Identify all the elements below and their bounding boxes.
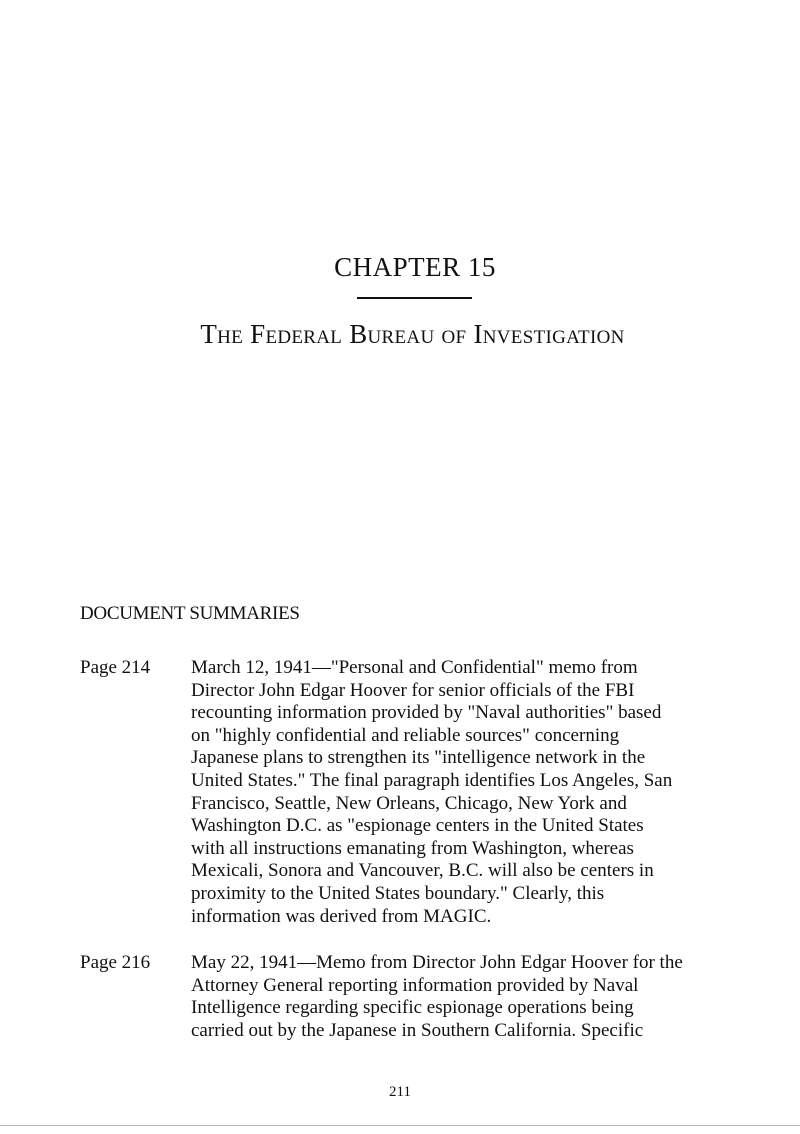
summary-line: proximity to the United States boundary." Clearly, this bbox=[191, 882, 605, 904]
summary-line: Mexicali, Sonora and Vancouver, B.C. will also be centers in bbox=[191, 860, 654, 882]
chapter-title-rule bbox=[357, 297, 472, 299]
summary-text bbox=[191, 657, 721, 928]
summary-page-reference: Page 216 bbox=[80, 952, 151, 973]
summary-line: Director John Edgar Hoover for senior officials of the FBI bbox=[191, 679, 635, 701]
summary-line: May 22, 1941—Memo from Director John Edgar Hoover for the bbox=[191, 952, 683, 973]
document-summary-entry bbox=[80, 657, 720, 928]
summary-line: carried out by the Japanese in Southern California. Specific bbox=[191, 1019, 644, 1041]
summary-line: information was derived from MAGIC. bbox=[191, 905, 492, 927]
summary-line: Francisco, Seattle, New Orleans, Chicago, New York and bbox=[191, 792, 627, 814]
summary-line: with all instructions emanating from Washington, whereas bbox=[191, 837, 634, 859]
summary-line: March 12, 1941—"Personal and Confidential" memo from bbox=[191, 657, 638, 678]
page-bottom-edge bbox=[0, 1125, 800, 1126]
summary-line: United States." The final paragraph identifies Los Angeles, San bbox=[191, 769, 673, 791]
document-summary-entry bbox=[80, 952, 720, 1042]
chapter-title: CHAPTER 15 bbox=[334, 252, 496, 282]
summary-line: Intelligence regarding specific espionage operations being bbox=[191, 997, 634, 1019]
summary-line: Washington D.C. as "espionage centers in the United States bbox=[191, 815, 644, 837]
page-number: 211 bbox=[389, 1084, 411, 1100]
section-heading: DOCUMENT SUMMARIES bbox=[80, 603, 300, 624]
summary-text bbox=[191, 952, 721, 1042]
summary-line: on "highly confidential and reliable sources" concerning bbox=[191, 724, 620, 746]
chapter-subtitle: The Federal Bureau of Investigation bbox=[200, 319, 625, 349]
summary-page-reference: Page 214 bbox=[80, 657, 151, 678]
summary-line: Attorney General reporting information provided by Naval bbox=[191, 974, 639, 996]
summary-line: Japanese plans to strengthen its "intelligence network in the bbox=[191, 747, 646, 769]
summary-line: recounting information provided by "Naval authorities" based bbox=[191, 702, 662, 724]
